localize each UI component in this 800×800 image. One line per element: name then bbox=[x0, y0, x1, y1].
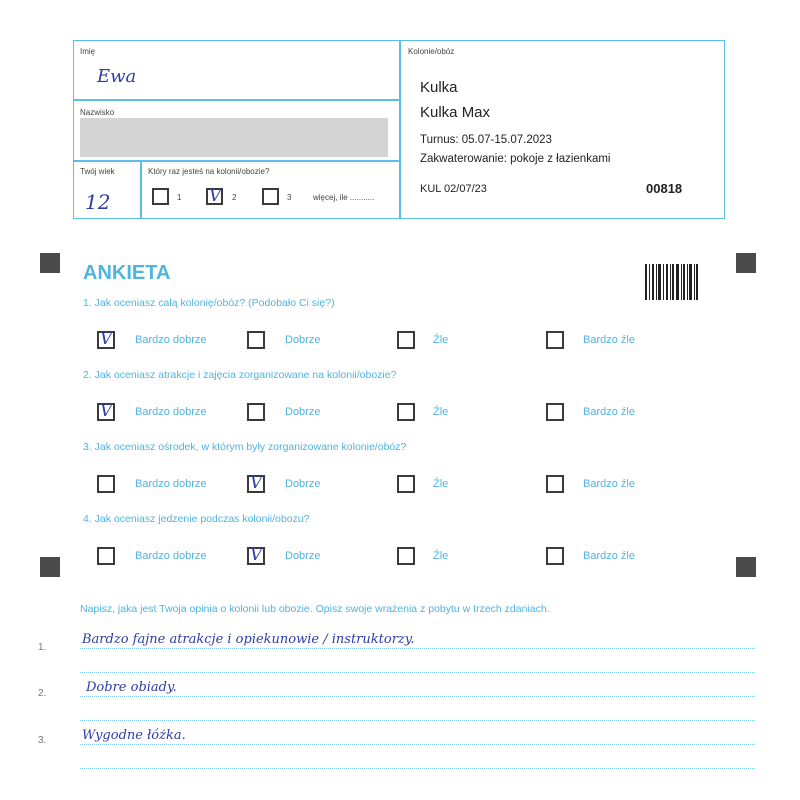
question-text: 1. Jak oceniasz całą kolonię/obóz? (Podobało Ci się?) bbox=[83, 297, 335, 309]
writing-line bbox=[80, 720, 755, 721]
times-checkbox-3[interactable] bbox=[262, 188, 279, 205]
times-checkbox-2[interactable] bbox=[206, 188, 223, 205]
rating-option-label: Bardzo źle bbox=[583, 478, 635, 490]
rating-checkbox[interactable] bbox=[247, 403, 265, 421]
rating-checkbox[interactable] bbox=[397, 547, 415, 565]
line-number: 3. bbox=[38, 735, 47, 746]
rating-option-label: Dobrze bbox=[285, 550, 321, 562]
writing-line bbox=[80, 696, 755, 697]
registration-marker bbox=[40, 557, 60, 577]
writing-line bbox=[80, 672, 755, 673]
registration-marker bbox=[736, 557, 756, 577]
rating-option-label: Źle bbox=[433, 478, 449, 490]
times-option-1: 1 bbox=[177, 193, 182, 202]
rating-checkbox[interactable] bbox=[247, 547, 265, 565]
surname-row-divider bbox=[73, 160, 400, 162]
rating-option-label: Bardzo źle bbox=[583, 334, 635, 346]
check-mark: V bbox=[100, 401, 113, 421]
registration-marker bbox=[40, 253, 60, 273]
age-label: Twój wiek bbox=[80, 167, 115, 176]
question-text: 3. Jak oceniasz ośrodek, w którym były zorganizowane kolonie/obóz? bbox=[83, 441, 407, 453]
rating-option-label: Bardzo źle bbox=[583, 550, 635, 562]
rating-checkbox[interactable] bbox=[546, 547, 564, 565]
camp-subname: Kulka Max bbox=[420, 104, 491, 121]
rating-checkbox[interactable] bbox=[97, 547, 115, 565]
times-option-2: 2 bbox=[232, 193, 237, 202]
rating-option-label: Bardzo dobrze bbox=[135, 334, 207, 346]
rating-option-label: Bardzo dobrze bbox=[135, 478, 207, 490]
rating-option-label: Źle bbox=[433, 406, 449, 418]
question-text: 2. Jak oceniasz atrakcje i zajęcia zorganizowane na kolonii/obozie? bbox=[83, 369, 397, 381]
writing-line bbox=[80, 744, 755, 745]
times-option-3: 3 bbox=[287, 193, 292, 202]
rating-checkbox[interactable] bbox=[397, 403, 415, 421]
rating-option-label: Bardzo dobrze bbox=[135, 406, 207, 418]
check-mark: V bbox=[250, 545, 263, 565]
surname-label: Nazwisko bbox=[80, 108, 115, 117]
rating-checkbox[interactable] bbox=[397, 475, 415, 493]
rating-checkbox[interactable] bbox=[397, 331, 415, 349]
line-number: 2. bbox=[38, 688, 47, 699]
answer-1: Bardzo fajne atrakcje i opiekunowie / instruktorzy. bbox=[82, 632, 415, 647]
rating-option-label: Źle bbox=[433, 334, 449, 346]
registration-marker bbox=[736, 253, 756, 273]
answer-2: Dobre obiady. bbox=[86, 680, 177, 695]
rating-checkbox[interactable] bbox=[97, 403, 115, 421]
header-divider bbox=[399, 40, 401, 219]
rating-option-label: Dobrze bbox=[285, 406, 321, 418]
rating-checkbox[interactable] bbox=[247, 475, 265, 493]
line-number: 1. bbox=[38, 642, 47, 653]
survey-title: ANKIETA bbox=[83, 262, 171, 284]
name-row-divider bbox=[73, 99, 400, 101]
opinion-prompt: Napisz, jaka jest Twoja opinia o kolonii lub obozie. Opisz swoje wrażenia z pobytu w trzech zdaniach. bbox=[80, 603, 550, 615]
rating-checkbox[interactable] bbox=[546, 475, 564, 493]
name-label: Imię bbox=[80, 47, 96, 56]
times-label: Który raz jesteś na kolonii/obozie? bbox=[148, 167, 270, 176]
writing-line bbox=[80, 768, 755, 769]
age-value: 12 bbox=[85, 190, 111, 214]
question-text: 4. Jak oceniasz jedzenie podczas kolonii/obozu? bbox=[83, 513, 310, 525]
rating-option-label: Źle bbox=[433, 550, 449, 562]
rating-checkbox[interactable] bbox=[546, 331, 564, 349]
barcode bbox=[645, 264, 699, 300]
times-checkbox-1[interactable] bbox=[152, 188, 169, 205]
rating-checkbox[interactable] bbox=[97, 331, 115, 349]
rating-checkbox[interactable] bbox=[546, 403, 564, 421]
writing-line bbox=[80, 648, 755, 649]
turnus-text: Turnus: 05.07-15.07.2023 bbox=[420, 134, 552, 146]
times-more-label: więcej, ile ........... bbox=[313, 193, 375, 202]
surname-redaction bbox=[80, 118, 388, 157]
check-mark: V bbox=[250, 473, 263, 493]
camp-name: Kulka bbox=[420, 79, 458, 96]
name-value: Ewa bbox=[97, 66, 137, 87]
rating-option-label: Bardzo źle bbox=[583, 406, 635, 418]
rating-option-label: Bardzo dobrze bbox=[135, 550, 207, 562]
rating-checkbox[interactable] bbox=[247, 331, 265, 349]
accommodation-text: Zakwaterowanie: pokoje z łazienkami bbox=[420, 153, 611, 165]
camp-label: Kolonie/obóz bbox=[408, 47, 455, 56]
rating-option-label: Dobrze bbox=[285, 334, 321, 346]
age-divider bbox=[140, 160, 142, 219]
answer-3: Wygodne łóżka. bbox=[82, 728, 186, 743]
camp-code: KUL 02/07/23 bbox=[420, 183, 487, 195]
check-mark: V bbox=[209, 186, 222, 206]
rating-option-label: Dobrze bbox=[285, 478, 321, 490]
check-mark: V bbox=[100, 329, 113, 349]
form-number: 00818 bbox=[646, 181, 683, 196]
rating-checkbox[interactable] bbox=[97, 475, 115, 493]
